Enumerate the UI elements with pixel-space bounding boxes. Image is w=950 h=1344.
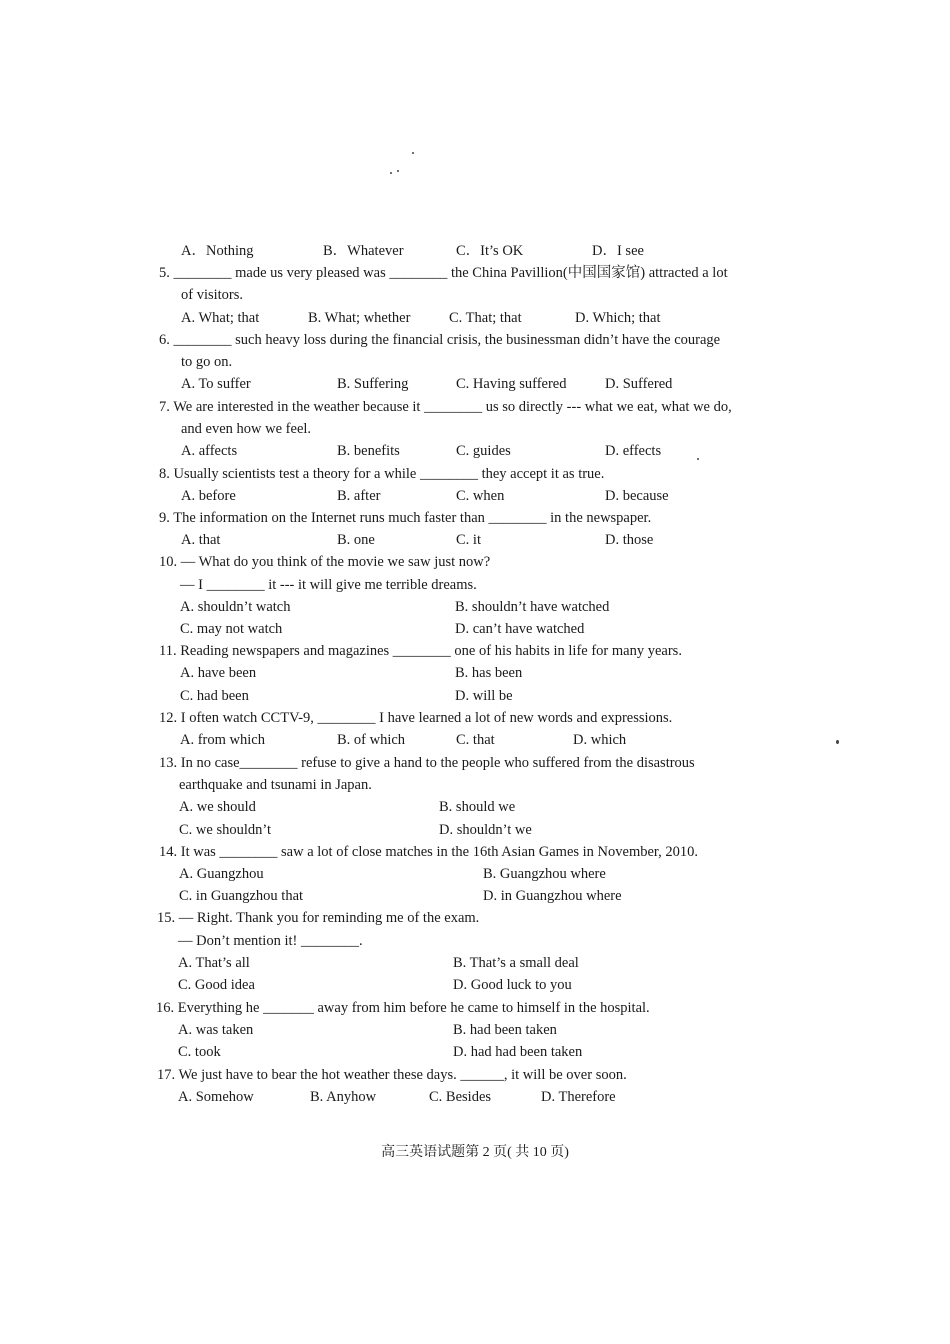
question-9-option-b: B. one — [337, 532, 375, 548]
question-5-text-cont: of visitors. — [181, 287, 244, 303]
question-12-option-b: B. of which — [337, 732, 406, 748]
question-16-option-a: A. was taken — [178, 1022, 254, 1038]
question-15-text: 15. — Right. Thank you for reminding me of the exam. — [157, 910, 480, 926]
question-15-option-b: B. That’s a small deal — [453, 955, 579, 971]
question-9-option-d: D. those — [605, 532, 654, 548]
question-10-text: 10. — What do you think of the movie we saw just now? — [159, 554, 491, 570]
question-5-option-a: A. What; that — [181, 310, 260, 326]
scan-speck — [390, 172, 392, 174]
page-footer: 高三英语试题第 2 页( 共 10 页) — [381, 1145, 569, 1160]
question-17-option-a: A. Somehow — [178, 1089, 254, 1105]
question-9-option-a: A. that — [181, 532, 221, 548]
question-15-option-c: C. Good idea — [178, 977, 255, 993]
question-6-option-b: B. Suffering — [337, 376, 409, 392]
question-8-option-a: A. before — [181, 488, 236, 504]
question-6-option-c: C. Having suffered — [456, 376, 567, 392]
question-17-text: 17. We just have to bear the hot weather these days. ______, it will be over soon. — [157, 1067, 627, 1083]
question-11-option-c: C. had been — [180, 688, 249, 704]
question-10-option-a: A. shouldn’t watch — [180, 599, 291, 615]
question-8-option-b: B. after — [337, 488, 381, 504]
question-13-option-d: D. shouldn’t we — [439, 822, 532, 838]
scan-speck — [397, 170, 399, 172]
scan-speck — [697, 458, 699, 460]
question-6-text-cont: to go on. — [181, 354, 233, 370]
question-13-text-cont: earthquake and tsunami in Japan. — [179, 777, 372, 793]
question-8-option-c: C. when — [456, 488, 505, 504]
scan-speck — [412, 152, 414, 154]
top-option-b: B．Whatever — [323, 243, 404, 259]
question-16-text: 16. Everything he _______ away from him before he came to himself in the hospital. — [156, 1000, 650, 1016]
question-5-text: 5. ________ made us very pleased was ________ the China Pavillion(中国国家馆) attracted a lot — [159, 265, 728, 281]
question-6-text: 6. ________ such heavy loss during the financial crisis, the businessman didn’t have the courage — [159, 332, 721, 348]
question-13-option-a: A. we should — [179, 799, 256, 815]
question-9-text: 9. The information on the Internet runs much faster than ________ in the newspaper. — [159, 510, 652, 526]
question-6-option-a: A. To suffer — [181, 376, 251, 392]
question-13-option-b: B. should we — [439, 799, 516, 815]
top-option-d: D．I see — [592, 243, 644, 259]
top-option-a: A．Nothing — [181, 243, 254, 259]
question-11-option-b: B. has been — [455, 665, 523, 681]
question-7-option-b: B. benefits — [337, 443, 400, 459]
question-10-option-c: C. may not watch — [180, 621, 283, 637]
question-13-option-c: C. we shouldn’t — [179, 822, 271, 838]
question-16-option-d: D. had had been taken — [453, 1044, 583, 1060]
question-7-text: 7. We are interested in the weather because it ________ us so directly --- what we eat, what we do, — [159, 399, 732, 415]
question-12-option-a: A. from which — [180, 732, 265, 748]
question-14-text: 14. It was ________ saw a lot of close matches in the 16th Asian Games in November, 2010. — [159, 844, 699, 860]
scan-speck — [836, 740, 839, 744]
question-12-option-d: D. which — [573, 732, 627, 748]
question-9-option-c: C. it — [456, 532, 481, 548]
question-10-option-d: D. can’t have watched — [455, 621, 585, 637]
question-14-option-a: A. Guangzhou — [179, 866, 264, 882]
question-5-option-d: D. Which; that — [575, 310, 661, 326]
question-8-text: 8. Usually scientists test a theory for a while ________ they accept it as true. — [159, 466, 605, 482]
question-10-option-b: B. shouldn’t have watched — [455, 599, 610, 615]
question-8-option-d: D. because — [605, 488, 669, 504]
question-7-option-d: D. effects — [605, 443, 662, 459]
question-6-option-d: D. Suffered — [605, 376, 673, 392]
question-17-option-b: B. Anyhow — [310, 1089, 377, 1105]
question-7-text-cont: and even how we feel. — [181, 421, 312, 437]
question-5-option-b: B. What; whether — [308, 310, 411, 326]
question-15-option-a: A. That’s all — [178, 955, 250, 971]
question-16-option-b: B. had been taken — [453, 1022, 557, 1038]
question-14-option-b: B. Guangzhou where — [483, 866, 606, 882]
question-17-option-d: D. Therefore — [541, 1089, 616, 1105]
question-16-option-c: C. took — [178, 1044, 221, 1060]
question-10-text-cont: — I ________ it --- it will give me terrible dreams. — [180, 577, 477, 593]
question-7-option-a: A. affects — [181, 443, 238, 459]
question-11-text: 11. Reading newspapers and magazines ________ one of his habits in life for many years. — [159, 643, 682, 659]
question-11-option-d: D. will be — [455, 688, 513, 704]
question-5-option-c: C. That; that — [449, 310, 522, 326]
question-7-option-c: C. guides — [456, 443, 511, 459]
question-12-text: 12. I often watch CCTV-9, ________ I have learned a lot of new words and expressions. — [159, 710, 673, 726]
question-15-text-cont: — Don’t mention it! ________. — [178, 933, 363, 949]
question-14-option-d: D. in Guangzhou where — [483, 888, 622, 904]
question-13-text: 13. In no case________ refuse to give a hand to the people who suffered from the disastrous — [159, 755, 695, 771]
question-12-option-c: C. that — [456, 732, 495, 748]
top-option-c: C．It’s OK — [456, 243, 524, 259]
question-14-option-c: C. in Guangzhou that — [179, 888, 304, 904]
question-17-option-c: C. Besides — [429, 1089, 492, 1105]
question-15-option-d: D. Good luck to you — [453, 977, 572, 993]
question-11-option-a: A. have been — [180, 665, 257, 681]
